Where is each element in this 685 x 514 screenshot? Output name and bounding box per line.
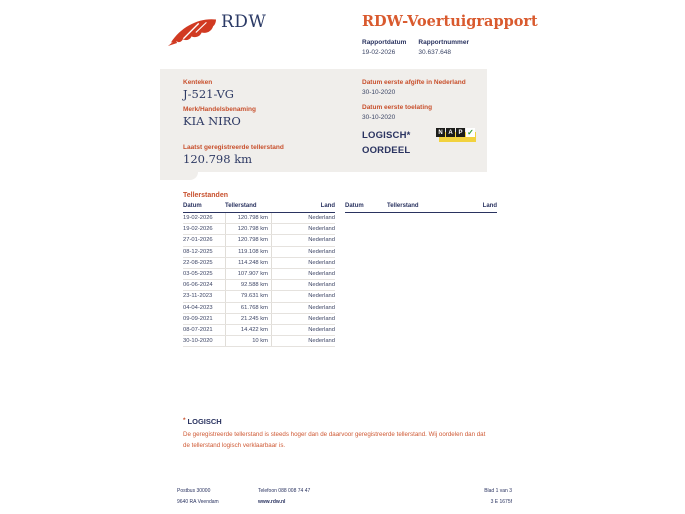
nap-letter-p: P: [456, 128, 465, 137]
cell-land: Nederland: [308, 315, 335, 322]
footer-contact: [258, 486, 310, 508]
cell-tellerstand: 120.798 km: [225, 235, 272, 245]
col-header-tellerstand: Tellerstand: [225, 203, 257, 209]
cell-datum: 08-07-2021: [183, 326, 213, 333]
cell-datum: 30-10-2020: [183, 338, 213, 345]
kenteken-label: Kenteken: [183, 79, 213, 86]
logisch-footnote-title: [183, 417, 222, 426]
footer-postbus: Postbus 30000: [177, 488, 211, 494]
tellerstanden-title: Tellerstanden: [183, 192, 228, 199]
toelating-label: Datum eerste toelating: [362, 104, 433, 111]
oordeel-text: [362, 129, 411, 158]
cell-datum: 23-11-2023: [183, 293, 213, 300]
rapportdatum-value: 19-02-2026: [362, 49, 396, 56]
kenteken-value: J-521-VG: [183, 87, 234, 101]
cell-tellerstand: 61.768 km: [225, 303, 272, 313]
table-row: [183, 235, 335, 246]
laatste-tellerstand-value: 120.798 km: [183, 152, 253, 166]
cell-land: Nederland: [308, 293, 335, 300]
cell-tellerstand: 92.588 km: [225, 280, 272, 290]
tellerstanden-table-right: [345, 203, 497, 213]
table-row: [183, 314, 335, 325]
cell-datum: 22-08-2025: [183, 259, 213, 266]
cell-tellerstand: 120.798 km: [225, 224, 272, 234]
cell-tellerstand: 14.422 km: [225, 325, 272, 335]
cell-land: Nederland: [308, 237, 335, 244]
table-row: [183, 258, 335, 269]
table-row: [183, 280, 335, 291]
page-title: RDW-Voertuigrapport: [362, 13, 538, 30]
cell-tellerstand: 107.907 km: [225, 269, 272, 279]
cell-datum: 06-06-2024: [183, 282, 213, 289]
cell-land: Nederland: [308, 226, 335, 233]
nap-logo: [436, 128, 478, 144]
col-header-tellerstand: Tellerstand: [387, 203, 419, 209]
cell-land: Nederland: [308, 259, 335, 266]
laatste-tellerstand-label: Laatst geregistreerde tellerstand: [183, 144, 284, 151]
table-row: [183, 303, 335, 314]
cell-land: Nederland: [308, 215, 335, 222]
table-row: [183, 213, 335, 224]
cell-tellerstand: 21.245 km: [225, 314, 272, 324]
cell-datum: 19-02-2026: [183, 215, 213, 222]
rdw-logo-text: RDW: [221, 12, 267, 32]
rdw-wing-logo-icon: [167, 17, 217, 47]
logisch-word: LOGISCH: [187, 417, 222, 426]
footer-website-link[interactable]: www.rdw.nl: [258, 499, 286, 505]
merk-label: Merk/Handelsbenaming: [183, 106, 256, 113]
table-row: [183, 325, 335, 336]
toelating-value: 30-10-2020: [362, 114, 396, 121]
tellerstanden-rows: [183, 213, 335, 347]
cell-tellerstand: 119.108 km: [225, 247, 272, 257]
col-header-datum: Datum: [183, 203, 202, 209]
cell-tellerstand: 10 km: [225, 336, 272, 346]
nap-letters: [436, 128, 475, 137]
report-meta: [362, 39, 469, 56]
table-row: [183, 247, 335, 258]
table-header: [183, 203, 335, 213]
asterisk-mark: *: [183, 417, 186, 424]
rapportnummer-value: 30.637.648: [418, 49, 451, 56]
footer-page-info: [484, 486, 512, 508]
tellerstanden-table-left: [183, 203, 335, 347]
table-row: [183, 224, 335, 235]
footer-address: [177, 486, 219, 508]
cell-datum: 08-12-2025: [183, 248, 213, 255]
rapportnummer-label: Rapportnummer: [418, 39, 469, 46]
rapportdatum-label: Rapportdatum: [362, 39, 407, 46]
cell-datum: 04-04-2023: [183, 304, 213, 311]
nap-letter-a: A: [446, 128, 455, 137]
table-header-right: [345, 203, 497, 213]
info-box-tab: [160, 172, 198, 180]
footer-phone: Telefoon 088 008 74 47: [258, 488, 311, 494]
footer-form-code: 3 E 1675f: [490, 499, 512, 505]
cell-tellerstand: 114.248 km: [225, 258, 272, 268]
rapportdatum-block: [362, 39, 406, 56]
cell-datum: 27-01-2026: [183, 237, 213, 244]
cell-datum: 19-02-2026: [183, 226, 213, 233]
cell-land: Nederland: [308, 326, 335, 333]
oordeel-line1: LOGISCH*: [362, 130, 411, 141]
cell-tellerstand: 79.631 km: [225, 291, 272, 301]
cell-land: Nederland: [308, 338, 335, 345]
rapportnummer-block: [418, 39, 469, 56]
cell-datum: 03-05-2025: [183, 271, 213, 278]
afgifte-label: Datum eerste afgifte in Nederland: [362, 79, 466, 86]
cell-tellerstand: 120.798 km: [225, 213, 272, 223]
col-header-land: Land: [482, 203, 497, 209]
afgifte-value: 30-10-2020: [362, 89, 396, 96]
oordeel-line2: OORDEEL: [362, 144, 411, 156]
merk-value: KIA NIRO: [183, 114, 241, 128]
cell-land: Nederland: [308, 282, 335, 289]
cell-land: Nederland: [308, 248, 335, 255]
logisch-footnote-text: De geregistreerde tellerstand is steeds hoger dan de daarvoor geregistreerde tellerstand. Wij oordelen dan dat de tellerstand logisch verklaarbaar is.: [183, 431, 486, 449]
col-header-datum: Datum: [345, 203, 364, 209]
footer-page-number: Blad 1 van 3: [484, 488, 512, 494]
vehicle-info-box: [160, 69, 487, 172]
table-row: [183, 336, 335, 347]
footer-city: 9640 RA Veendam: [177, 499, 219, 505]
cell-datum: 09-09-2021: [183, 315, 213, 322]
table-row: [183, 291, 335, 302]
cell-land: Nederland: [308, 271, 335, 278]
cell-land: Nederland: [308, 304, 335, 311]
checkmark-icon: ✓: [467, 128, 474, 137]
nap-letter-n: N: [436, 128, 445, 137]
table-row: [183, 269, 335, 280]
col-header-land: Land: [320, 203, 335, 209]
